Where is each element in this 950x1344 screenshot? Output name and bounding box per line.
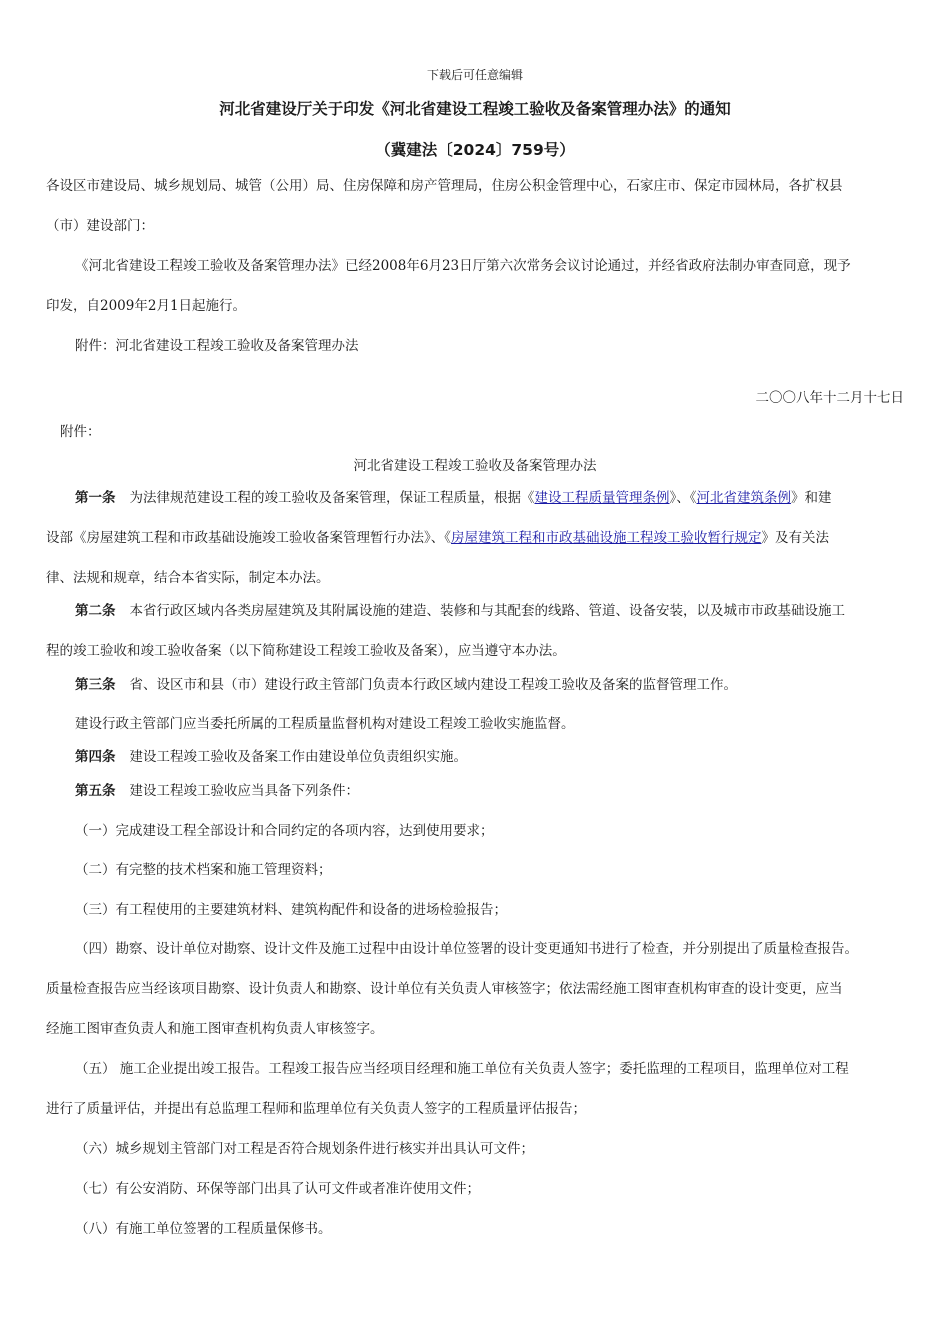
article-1-line-1 (75, 489, 832, 507)
article-2-line-2: 程的竣工验收和竣工验收备案（以下简称建设工程竣工验收及备案），应当遵守本办法。 (46, 643, 566, 659)
document-title: 河北省建设厅关于印发《河北省建设工程竣工验收及备案管理办法》的通知 (219, 100, 731, 118)
article-1-text-a: 为法律规范建设工程的竣工验收及备案管理，保证工程质量，根据《 (129, 490, 535, 506)
recipients-line-2: （市）建设部门： (46, 218, 154, 234)
header-note: 下载后可任意编辑 (426, 68, 523, 82)
article-3-text: 省、设区市和县（市）建设行政主管部门负责本行政区域内建设工程竣工验收及备案的监督管理工作。 (129, 677, 737, 693)
measures-title: 河北省建设工程竣工验收及备案管理办法 (353, 458, 597, 474)
article-4-text: 建设工程竣工验收及备案工作由建设单位负责组织实施。 (129, 749, 467, 765)
condition-item-3: （三）有工程使用的主要建筑材料、建筑构配件和设备的进场检验报告； (75, 902, 507, 918)
condition-item-5-line-2: 进行了质量评估，并提出有总监理工程师和监理单位有关负责人签字的工程质量评估报告； (46, 1101, 586, 1117)
condition-item-7: （七）有公安消防、环保等部门出具了认可文件或者准许使用文件； (75, 1181, 480, 1197)
article-5-text: 建设工程竣工验收应当具备下列条件： (129, 783, 359, 799)
recipients-line-1: 各设区市建设局、城乡规划局、城管（公用）局、住房保障和房产管理局，住房公积金管理中心，石家庄市、保定市园林局，各扩权县 (46, 178, 843, 194)
article-1-text-c: 》和建 (791, 490, 832, 506)
article-3-line-2: 建设行政主管部门应当委托所属的工程质量监督机构对建设工程竣工验收实施监督。 (75, 716, 575, 732)
condition-item-4-line-3: 经施工图审查负责人和施工图审查机构负责人审核签字。 (46, 1021, 384, 1037)
article-1-text-e: 》及有关法 (761, 530, 829, 546)
article-5-line-1 (75, 782, 359, 800)
condition-item-8: （八）有施工单位签署的工程质量保修书。 (75, 1221, 332, 1237)
document-number: （冀建法〔2024〕759号） (375, 141, 575, 159)
article-5-label: 第五条 (75, 783, 116, 799)
body-paragraph-line-2: 印发，自2009年2月1日起施行。 (46, 298, 247, 314)
link-hebei-building-regulation[interactable]: 河北省建筑条例 (696, 490, 791, 506)
article-3-line-1 (75, 676, 737, 694)
article-2-line-1 (75, 602, 845, 620)
document-date: 二〇〇八年十二月十七日 (755, 390, 904, 406)
link-construction-quality-regulation[interactable]: 建设工程质量管理条例 (534, 490, 670, 506)
body-paragraph-line-1: 《河北省建设工程竣工验收及备案管理办法》已经2008年6月23日厅第六次常务会议讨论通过，并经省政府法制办审查同意，现予 (75, 258, 851, 274)
condition-item-4-line-2: 质量检查报告应当经该项目勘察、设计负责人和勘察、设计单位有关负责人审核签字；依法需经施工图审查机构审查的设计变更，应当 (46, 981, 843, 997)
condition-item-2: （二）有完整的技术档案和施工管理资料； (75, 862, 332, 878)
condition-item-6: （六）城乡规划主管部门对工程是否符合规划条件进行核实并出具认可文件； (75, 1141, 534, 1157)
article-2-text: 本省行政区域内各类房屋建筑及其附属设施的建造、装修和与其配套的线路、管道、设备安装，以及城市市政基础设施工 (129, 603, 845, 619)
article-1-line-3: 律、法规和规章，结合本省实际，制定本办法。 (46, 570, 330, 586)
article-4-line-1 (75, 748, 467, 766)
condition-item-1: （一）完成建设工程全部设计和合同约定的各项内容，达到使用要求； (75, 823, 494, 839)
article-1-line-2 (46, 529, 829, 547)
condition-item-4-line-1: （四）勘察、设计单位对勘察、设计文件及施工过程中由设计单位签署的设计变更通知书进行了检查，并分别提出了质量检查报告。 (75, 941, 858, 957)
article-3-label: 第三条 (75, 677, 116, 693)
link-acceptance-interim-provisions[interactable]: 房屋建筑工程和市政基础设施工程竣工验收暂行规定 (451, 530, 762, 546)
article-1-text-b: 》、《 (669, 490, 697, 506)
article-1-label: 第一条 (75, 490, 116, 506)
article-2-label: 第二条 (75, 603, 116, 619)
article-1-text-d: 设部《房屋建筑工程和市政基础设施竣工验收备案管理暂行办法》、《 (46, 530, 451, 546)
condition-item-5-line-1: （五） 施工企业提出竣工报告。工程竣工报告应当经项目经理和施工单位有关负责人签字；委托监理的工程项目，监理单位对工程 (75, 1061, 849, 1077)
attachment-note: 附件：河北省建设工程竣工验收及备案管理办法 (75, 338, 359, 354)
article-4-label: 第四条 (75, 749, 116, 765)
attachment-label: 附件： (60, 424, 101, 440)
